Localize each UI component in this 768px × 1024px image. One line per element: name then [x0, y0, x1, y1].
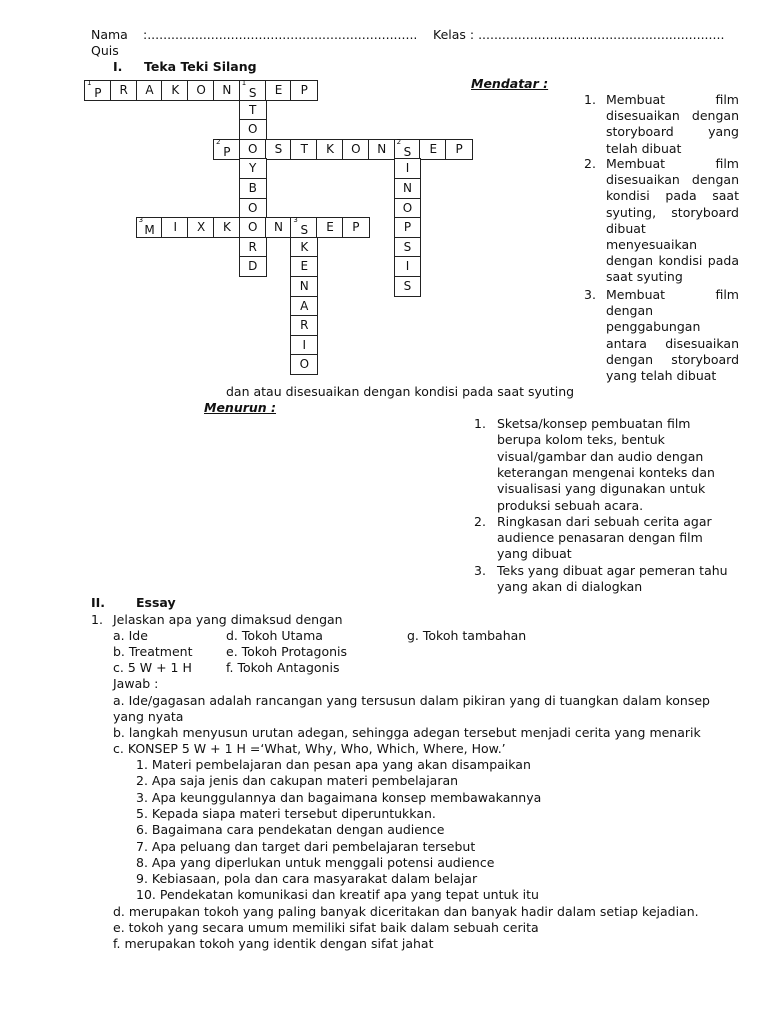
answer-f: f. merupakan tokoh yang identik dengan sifat jahat: [113, 936, 434, 951]
crossword-cell: [239, 237, 267, 258]
answer-d: d. merupakan tokoh yang paling banyak diceritakan dan banyak hadir dalam setiap kejadian.: [113, 904, 699, 919]
menurun-clue-line: visualisasi yang digunakan untuk: [497, 481, 706, 497]
crossword-cell: [290, 296, 318, 317]
jawab-label: Jawab :: [113, 676, 159, 691]
option-g: g. Tokoh tambahan: [407, 628, 527, 643]
crossword-letter: K: [326, 141, 335, 156]
option-a: a. Ide: [113, 628, 148, 643]
crossword-letter: B: [248, 181, 257, 195]
crossword-cell: [239, 119, 267, 140]
crossword-letter: N: [377, 141, 387, 156]
crossword-cell: [239, 100, 267, 121]
option-c: c. 5 W + 1 H: [113, 660, 192, 675]
crossword-cell: [290, 276, 318, 297]
section-1-number: I.: [113, 59, 123, 74]
crossword-letter: I: [405, 259, 410, 274]
konsep-item: 6. Bagaimana cara pendekatan dengan audience: [136, 822, 445, 838]
crossword-letter: N: [403, 181, 412, 195]
menurun-clue-line: visual/gambar dan audio dengan: [497, 448, 704, 464]
crossword-letter: P: [300, 83, 308, 97]
crossword-cell: [187, 217, 215, 238]
crossword-letter: P: [455, 141, 463, 156]
crossword-letter: P: [403, 220, 412, 235]
mendatar-clue-1: Membuat film disesuaikan dengan storyboard yang telah dibuat: [606, 92, 739, 156]
crossword-cell: [342, 139, 370, 160]
crossword-letter: D: [248, 259, 258, 274]
menurun-clue-line: berupa kolom teks, bentuk: [497, 432, 665, 448]
section-2-number: II.: [91, 595, 106, 610]
section-1-title: Teka Teki Silang: [144, 59, 257, 74]
crossword-clue-number: 1: [87, 79, 92, 87]
crossword-letter: I: [302, 337, 307, 352]
crossword-cell: [110, 80, 138, 101]
konsep-item: 10. Pendekatan komunikasi dan kreatif apa yang tepat untuk itu: [136, 887, 539, 903]
crossword-letter: R: [300, 318, 309, 333]
crossword-letter: P: [223, 144, 231, 159]
crossword-cell: [394, 276, 422, 297]
mendatar-num-1: 1.: [584, 92, 596, 107]
crossword-cell: [161, 80, 189, 101]
crossword-cell: [265, 139, 293, 160]
crossword-letter: T: [300, 141, 308, 156]
menurun-clue-line: yang dibuat: [497, 546, 572, 562]
crossword-clue-number: 3: [293, 216, 298, 225]
answer-a-line-2: yang nyata: [113, 709, 184, 724]
crossword-cell: [394, 158, 422, 179]
konsep-item: 3. Apa keunggulannya dan bagaimana konsep membawakannya: [136, 789, 542, 805]
crossword-letter: R: [248, 239, 257, 254]
answer-c: c. KONSEP 5 W + 1 H =‘What, Why, Who, Which, Where, How.’: [113, 741, 506, 756]
crossword-cell: [239, 80, 267, 101]
crossword-letter: N: [222, 83, 232, 97]
crossword-letter: K: [222, 220, 231, 235]
menurun-clue-line: yang akan di dialogkan: [497, 579, 643, 594]
crossword-letter: O: [402, 200, 413, 215]
crossword-cell: [213, 80, 241, 101]
crossword-letter: M: [144, 223, 155, 238]
mendatar-clue-3: Membuat film dengan penggabungan antara disesuaikan dengan storyboard yang telah dibuat: [606, 287, 739, 384]
mendatar-overflow-text: dan atau disesuaikan dengan kondisi pada saat syuting: [226, 384, 575, 399]
crossword-cell: [239, 158, 267, 179]
menurun-clue-line: Teks yang dibuat agar pemeran tahu: [497, 562, 728, 578]
crossword-letter: S: [403, 239, 412, 254]
crossword-cell: [290, 237, 318, 258]
crossword-letter: P: [352, 220, 360, 235]
crossword-cell: [394, 256, 422, 277]
crossword-clue-number: 2: [396, 137, 402, 146]
question-1-text: Jelaskan apa yang dimaksud dengan: [113, 612, 343, 627]
crossword-letter: O: [247, 220, 258, 235]
menurun-clue-line: audience penasaran dengan film: [497, 530, 703, 546]
nama-label: Nama: [91, 27, 128, 42]
kelas-field[interactable]: Kelas : ..............................................................: [433, 27, 725, 42]
crossword-cell: [342, 217, 370, 238]
nama-field[interactable]: :....................................................................: [143, 27, 418, 42]
crossword-cell: [290, 315, 318, 336]
option-b: b. Treatment: [113, 644, 193, 659]
question-1-number: 1.: [91, 612, 103, 627]
crossword-cell: [136, 80, 164, 101]
konsep-item: 2. Apa saja jenis dan cakupan materi pembelajaran: [136, 773, 459, 789]
crossword-cell: [368, 139, 396, 160]
crossword-letter: E: [326, 220, 334, 235]
konsep-item: 9. Kebiasaan, pola dan cara masyarakat dalam belajar: [136, 871, 478, 887]
konsep-item: 7. Apa peluang dan target dari pembelajaran tersebut: [136, 838, 476, 854]
crossword-cell: [213, 217, 241, 238]
konsep-item: 1. Materi pembelajaran dan pesan apa yang akan disampaikan: [136, 757, 531, 772]
crossword-letter: I: [405, 161, 410, 176]
crossword-cell: [290, 354, 318, 375]
crossword-cell: [316, 217, 344, 238]
crossword-letter: S: [274, 141, 283, 156]
crossword-cell: [239, 178, 267, 199]
crossword-letter: O: [247, 122, 258, 137]
crossword-letter: K: [171, 83, 180, 97]
crossword-letter: T: [249, 102, 257, 117]
crossword-letter: A: [300, 298, 309, 313]
konsep-item: 8. Apa yang diperlukan untuk menggali potensi audience: [136, 854, 495, 870]
menurun-clue-line: produksi sebuah acara.: [497, 497, 644, 513]
option-d: d. Tokoh Utama: [226, 628, 323, 643]
crossword-letter: N: [274, 220, 283, 235]
crossword-clue-number: 3: [138, 216, 144, 225]
crossword-cell: [265, 217, 293, 238]
crossword-cell: [290, 256, 318, 277]
crossword-cell: [136, 217, 164, 238]
crossword-cell: [213, 139, 241, 160]
crossword-letter: P: [94, 86, 102, 100]
crossword-letter: O: [247, 200, 258, 215]
crossword-letter: E: [300, 259, 309, 274]
crossword-letter: E: [429, 141, 438, 156]
crossword-letter: O: [247, 141, 258, 156]
crossword-cell: [394, 178, 422, 199]
crossword-cell: [290, 335, 318, 356]
crossword-letter: N: [299, 279, 309, 293]
crossword-letter: S: [403, 279, 412, 293]
mendatar-title: Mendatar :: [471, 76, 549, 91]
crossword-cell: [394, 198, 422, 219]
section-2-title: Essay: [136, 595, 176, 610]
crossword-letter: X: [196, 220, 206, 235]
crossword-cell: [290, 139, 318, 160]
crossword-letter: I: [173, 220, 178, 235]
crossword-cell: [265, 80, 293, 101]
menurun-title: Menurun :: [204, 400, 277, 415]
crossword-cell: [394, 217, 422, 238]
crossword-letter: E: [274, 83, 283, 97]
crossword-cell: [239, 256, 267, 277]
crossword-letter: S: [403, 144, 412, 159]
mendatar-clue-2: Membuat film disesuaikan dengan kondisi pada saat syuting, storyboard dibuat menyesuaikan dengan kondisi pada saat syuting: [606, 156, 739, 285]
crossword-letter: R: [119, 83, 128, 97]
crossword-cell: [187, 80, 215, 101]
crossword-cell: [394, 139, 422, 160]
crossword-letter: O: [351, 141, 361, 156]
crossword-cell: [290, 217, 318, 238]
menurun-num-1: 1.: [474, 416, 486, 431]
menurun-clue-line: keterangan mengenai konteks dan: [497, 464, 715, 480]
crossword-cell: [239, 139, 267, 160]
crossword-letter: A: [145, 83, 154, 97]
crossword-cell: [239, 217, 267, 238]
crossword-clue-number: 1: [241, 79, 247, 87]
answer-a-line-1: a. Ide/gagasan adalah rancangan yang tersusun dalam pikiran yang di tuangkan dalam konsep: [113, 693, 710, 708]
konsep-item: 5. Kepada siapa materi tersebut diperuntukkan.: [136, 805, 436, 821]
crossword-cell: [419, 139, 447, 160]
answer-b: b. langkah menyusun urutan adegan, sehingga adegan tersebut menjadi cerita yang menarik: [113, 725, 701, 740]
crossword-letter: S: [248, 86, 257, 100]
menurun-clue-line: Sketsa/konsep pembuatan film: [497, 416, 691, 431]
answer-e: e. tokoh yang secara umum memiliki sifat baik dalam sebuah cerita: [113, 920, 539, 935]
crossword-letter: O: [196, 83, 206, 97]
crossword-letter: O: [299, 357, 310, 372]
option-f: f. Tokoh Antagonis: [226, 660, 340, 675]
option-e: e. Tokoh Protagonis: [226, 644, 348, 659]
crossword-cell: [445, 139, 473, 160]
crossword-cell: [316, 139, 344, 160]
crossword-letter: K: [300, 239, 309, 254]
quis-label: Quis: [91, 43, 119, 58]
crossword-letter: Y: [249, 161, 257, 176]
menurun-num-2: 2.: [474, 513, 486, 529]
crossword-cell: [161, 217, 189, 238]
mendatar-num-2: 2.: [584, 156, 596, 171]
crossword-clue-number: 2: [216, 137, 221, 146]
crossword-cell: [84, 80, 112, 101]
menurun-clue-line: Ringkasan dari sebuah cerita agar: [497, 513, 712, 529]
crossword-cell: [394, 237, 422, 258]
crossword-cell: [290, 80, 318, 101]
crossword-letter: S: [300, 223, 309, 238]
menurun-num-3: 3.: [474, 562, 486, 578]
mendatar-num-3: 3.: [584, 287, 596, 302]
crossword-cell: [239, 198, 267, 219]
